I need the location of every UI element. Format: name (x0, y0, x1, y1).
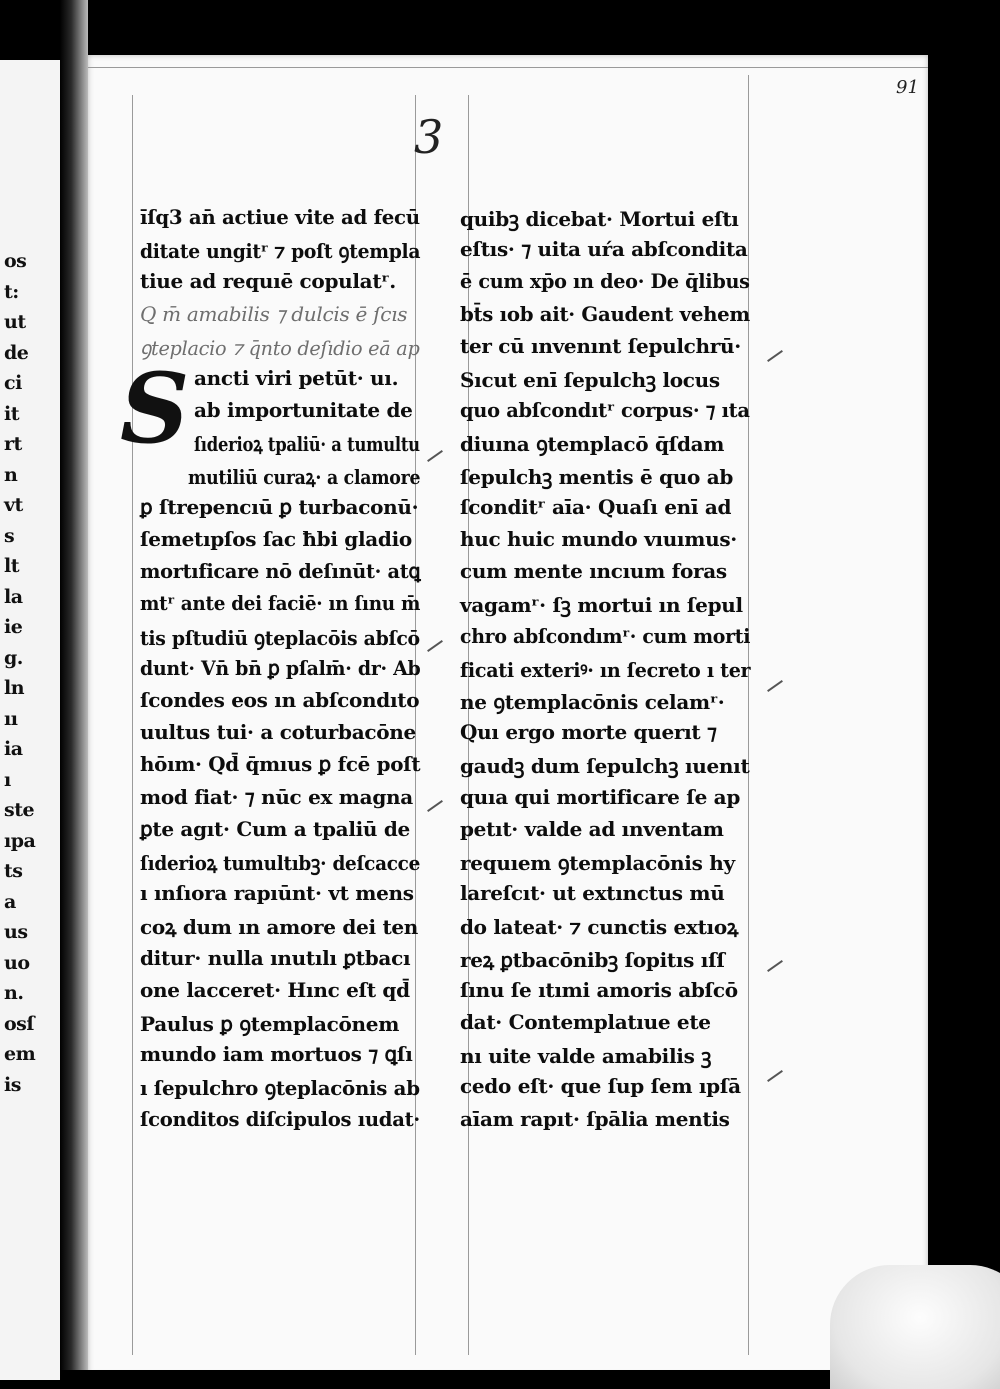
text-line: lareſcıt· ut extınctus mū (460, 881, 725, 906)
left-page-text-fragment: la (4, 585, 23, 608)
text-line: ter cū ınvenınt ſepulchrū· (460, 333, 741, 358)
book-gutter (60, 0, 88, 1389)
manuscript-page (88, 55, 928, 1375)
left-page-text-fragment: n. (4, 982, 24, 1004)
text-line: ne ꝯtemplacōnis celamʳ· (460, 690, 725, 714)
ruling-line (88, 67, 928, 68)
text-line: ficati exteriꝰ· ın ſecreto ı ter (460, 657, 751, 682)
left-page-text-fragment: us (4, 921, 28, 943)
text-line: aīam rapıt· ſpālia mentis (460, 1106, 730, 1131)
rubric-line: Q m̄ amabilis ⁊ dulcis ē ſcıs (140, 301, 408, 326)
text-line: ı ſepulchro ꝯteplacōnis ab (140, 1076, 420, 1101)
text-line: dunt· Vn̄ bn̄ ꝑ pſalm̄· dr· Ab (140, 655, 421, 680)
ruling-line (132, 95, 133, 1355)
left-page-text-fragment: uo (4, 951, 30, 974)
text-line: mundo iam mortuos ⁊ ꝗſı (140, 1042, 413, 1067)
text-line: tis pſtudiū ꝯteplacōis abſcō (140, 625, 420, 650)
text-line: ancti viri petūt· uı. (194, 366, 399, 390)
text-line: tiue ad requıē copulatʳ. (140, 269, 396, 294)
text-column-left (120, 205, 430, 1165)
text-line: ı ınſıora rapıūnt· vt mens (140, 881, 414, 906)
text-line: ſcondes eos ın abſcondıto (140, 688, 420, 712)
text-line: ſemetıpſos ſac ħbi gladio (140, 527, 412, 551)
text-line: chro abſcondımʳ· cum morti (460, 623, 751, 648)
left-page-text-fragment: os (4, 250, 27, 272)
text-line: ab importunitate de (194, 398, 413, 423)
left-page-fragment (0, 60, 63, 1380)
text-line: coꝝ dum ın amore dei ten (140, 915, 419, 940)
folio-number: 91 (896, 77, 919, 98)
text-line: reꝝ ꝑtbacōnibꝫ ſopitıs ıſſ (460, 947, 725, 972)
text-line: one lacceret· Hınc eſt qd̄ (140, 977, 410, 1002)
page-bottom-edge (60, 1370, 940, 1389)
left-page-text-fragment: ıı (4, 707, 18, 730)
text-line: bt̄s ıob ait· Gaudent vehem (460, 301, 750, 326)
text-line: ſıderioꝝ tpaliū· a tumultu (194, 432, 420, 457)
text-column-right (460, 205, 760, 1165)
text-line: ꝑ ſtrepencıū ꝑ turbaconū· (140, 494, 419, 519)
left-page-text-fragment: g. (4, 646, 23, 669)
text-line: ꝑte agıt· Cum a tpaliū de (140, 816, 410, 841)
text-line: ſconditʳ aīa· Quaſı enī ad (460, 494, 732, 519)
text-line: petıt· valde ad ınventam (460, 816, 724, 841)
left-page-text-fragment: s (4, 524, 15, 547)
text-line: mtʳ ante dei faciē· ın ſınu m̄ (140, 591, 421, 616)
text-line: diuına ꝯtemplacō q̄ſdam (460, 432, 725, 457)
text-line: quıa qui mortificare ſe ap (460, 784, 741, 809)
text-line: Sıcut enī ſepulchꝫ locus (460, 368, 720, 392)
text-line: ſınu ſe ıtımi amoris abſcō (460, 977, 738, 1002)
text-line: ditate ungitʳ ⁊ poſt ꝯtempla (140, 239, 421, 264)
margin-tick-mark (767, 960, 783, 972)
text-line: do lateat· ⁊ cunctis extıoꝝ (460, 915, 739, 940)
left-page-text-fragment: ste (4, 799, 35, 821)
text-line: cum mente ıncıum foras (460, 559, 727, 584)
text-line: cedo eſt· que ſup ſem ıpſā (460, 1074, 741, 1099)
text-line: dat· Contemplatıue ete (460, 1010, 711, 1034)
left-page-text-fragment: ln (4, 677, 25, 699)
left-page-text-fragment: ci (4, 372, 22, 394)
left-page-text-fragment: is (4, 1073, 21, 1096)
left-page-text-fragment: ia (4, 738, 23, 760)
text-line: mod fiat· ⁊ nūc ex magna (140, 784, 413, 809)
text-line: Quı ergo morte querıt ⁊ (460, 720, 717, 745)
text-line: uultus tui· a coturbacōne (140, 720, 416, 745)
left-page-text-fragment: t: (4, 280, 19, 303)
left-page-text-fragment: rt (4, 433, 22, 455)
text-line: mutiliū curaꝝ· a clamore (188, 464, 421, 489)
text-line: ſconditos diſcipulos ıudat· (140, 1106, 420, 1131)
margin-tick-mark (767, 680, 783, 692)
margin-tick-mark (767, 1070, 783, 1082)
left-page-text-fragment: em (4, 1043, 36, 1065)
left-page-text-fragment: ts (4, 860, 23, 882)
left-page-text-fragment: ie (4, 616, 23, 638)
left-page-text-fragment: ut (4, 311, 26, 333)
margin-tick-mark (767, 350, 783, 362)
left-page-text-fragment: a (4, 890, 16, 913)
left-page-text-fragment: it (4, 402, 19, 425)
text-line: quibꝫ dicebat· Mortui eſtı (460, 207, 739, 231)
glove-thumb (830, 1265, 1000, 1389)
left-page-text-fragment: n (4, 463, 18, 486)
text-line: gaudꝫ dum ſepulchꝫ ıuenıt (460, 754, 750, 779)
text-line: requıem ꝯtemplacōnis hy (460, 851, 735, 875)
text-line: nı uite valde amabilis ꝫ (460, 1044, 712, 1069)
decorated-initial: S (120, 352, 190, 465)
page-edge-shadow (928, 55, 1000, 1389)
text-line: Paulus ꝑ ꝯtemplacōnem (140, 1012, 400, 1036)
left-page-text-fragment: osſ (4, 1012, 35, 1035)
text-line: ſepulchꝫ mentis ē quo ab (460, 464, 734, 489)
text-line: ditur· nulla ınutılı ꝑtbacı (140, 945, 411, 970)
rubric-line: ꝯteplacio ⁊ q̄nto deſıdio eā ap (140, 335, 420, 360)
text-line: vagamʳ· ſꝫ mortui ın ſepul (460, 593, 743, 618)
text-line: huc huic mundo vıuımus· (460, 527, 737, 551)
left-page-text-fragment: lt (4, 555, 19, 577)
left-page-text-fragment: de (4, 341, 29, 364)
quire-mark: 3 (414, 110, 444, 164)
text-line: quo abſcondıtʳ corpus· ⁊ ıta (460, 398, 750, 423)
text-line: hōım· Qd̄ q̄mıus ꝑ fcē poſt (140, 752, 421, 777)
text-line: eſtıs· ⁊ uita uŕa abſcondita (460, 237, 748, 262)
text-line: mortıficare nō deſınūt· atꝗ (140, 559, 421, 584)
text-line: ē cum xp̄o ın deo· De q̄libus (460, 269, 750, 294)
left-page-text-fragment: ı (4, 768, 11, 791)
text-line: ı̄ſq3 an̄ actiue vite ad fecū (140, 205, 420, 229)
left-page-text-fragment: vt (4, 494, 23, 516)
left-page-text-fragment: ıpa (4, 829, 36, 852)
text-line: ſıderioꝝ tumultıbꝫ· deſcacce (140, 851, 421, 875)
